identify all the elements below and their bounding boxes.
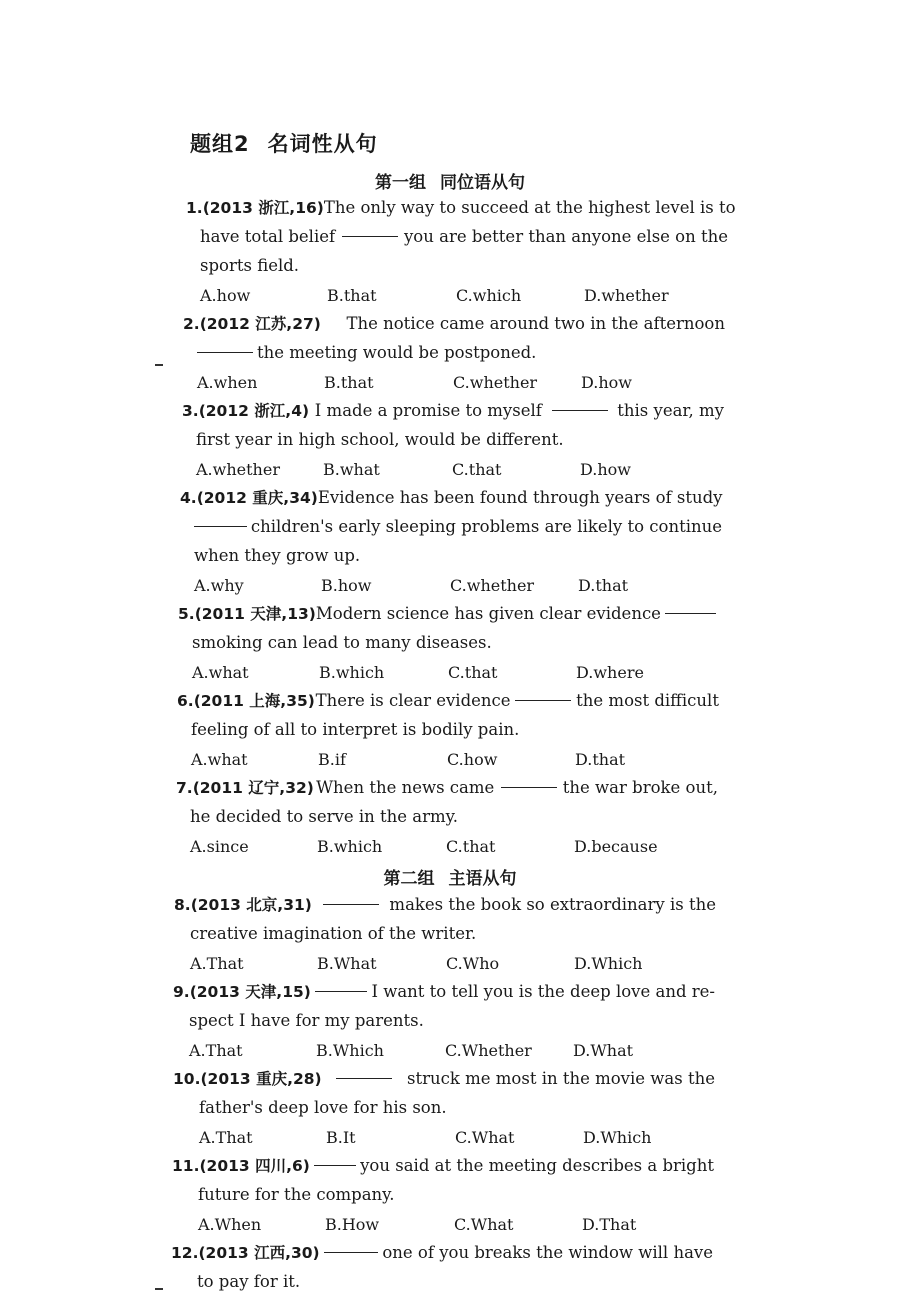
question-1: 1.(2013 浙江,16) The only way to succeed at the highest level is to have total belief you are better than anyone else on the sports field. A.how B.that C.which D.whether [186, 193, 728, 309]
margin-tick-mark [155, 364, 163, 366]
option-b[interactable]: B.what [323, 460, 380, 479]
option-d[interactable]: D.whether [584, 286, 669, 305]
option-a[interactable]: A.That [189, 1041, 243, 1060]
option-b[interactable]: B.that [324, 373, 374, 392]
options-row [196, 281, 728, 309]
option-d[interactable]: D.Which [574, 954, 643, 973]
answer-blank [552, 396, 608, 411]
option-c[interactable]: C.What [455, 1128, 515, 1147]
option-d[interactable]: D.What [573, 1041, 634, 1060]
answer-blank [501, 773, 557, 788]
option-b[interactable]: B.that [327, 286, 377, 305]
margin-tick-mark [155, 1288, 163, 1290]
section-title-subject: 第二组 主语从句 [383, 869, 517, 889]
option-b[interactable]: B.It [326, 1128, 356, 1147]
option-c[interactable]: C.that [448, 663, 498, 682]
option-a[interactable]: A.since [190, 837, 249, 856]
question-3: 3.(2012 浙江,4) I made a promise to myself this year, my first year in high school, would be different. A.whether B.what C.that D.how [182, 396, 724, 483]
options-row [195, 1123, 715, 1151]
option-a[interactable]: A.what [191, 750, 248, 769]
option-d[interactable]: D.that [575, 750, 626, 769]
option-d[interactable]: D.where [576, 663, 644, 682]
option-c[interactable]: C.which [456, 286, 522, 305]
option-c[interactable]: C.that [452, 460, 502, 479]
option-b[interactable]: B.What [317, 954, 377, 973]
question-2: 2.(2012 江苏,27) The notice came around two in the afternoon the meeting would be postponed. A.when B.that C.whether D.how [183, 309, 725, 396]
option-d[interactable]: D.how [580, 460, 631, 479]
question-4: 4.(2012 重庆,34) Evidence has been found through years of study children's early sleeping problems are likely to continue when they grow up. A.why B.how C.whether D.that [180, 483, 722, 599]
question-8: 8.(2013 北京,31) makes the book so extraordinary is the creative imagination of the writer. A.That B.What C.Who D.Which [174, 890, 716, 977]
option-a[interactable]: A.That [199, 1128, 253, 1147]
options-row [186, 832, 718, 860]
option-b[interactable]: B.How [325, 1215, 380, 1234]
options-row [187, 745, 719, 773]
options-row [194, 1210, 714, 1238]
option-c[interactable]: C.What [454, 1215, 514, 1234]
options-row [188, 658, 720, 686]
option-c[interactable]: C.whether [453, 373, 538, 392]
option-d[interactable]: D.That [582, 1215, 637, 1234]
option-b[interactable]: B.how [321, 576, 372, 595]
option-a[interactable]: A.why [194, 576, 244, 595]
answer-blank [323, 890, 379, 905]
section-title-appositive: 第一组 同位语从句 [375, 173, 525, 193]
option-a[interactable]: A.That [190, 954, 244, 973]
option-d[interactable]: D.Which [583, 1128, 652, 1147]
options-row [192, 455, 724, 483]
option-d[interactable]: D.because [574, 837, 658, 856]
option-a[interactable]: A.When [198, 1215, 262, 1234]
question-5: 5.(2011 天津,13) Modern science has given clear evidence smoking can lead to many diseases. A.what B.which C.that D.where [178, 599, 720, 686]
option-b[interactable]: B.which [317, 837, 383, 856]
option-a[interactable]: A.how [200, 286, 251, 305]
answer-blank [336, 1064, 392, 1079]
page-title-topic: 名词性从句 [267, 132, 378, 156]
option-b[interactable]: B.which [319, 663, 385, 682]
option-c[interactable]: C.whether [450, 576, 535, 595]
answer-blank [342, 222, 398, 237]
answer-blank [324, 1238, 379, 1253]
option-a[interactable]: A.when [197, 373, 258, 392]
answer-blank [315, 977, 368, 992]
options-row [193, 368, 725, 396]
page-title [190, 128, 378, 158]
answer-blank [515, 686, 571, 701]
option-a[interactable]: A.what [192, 663, 249, 682]
question-7: 7.(2011 辽宁,32) When the news came the war broke out, he decided to serve in the army. A.since B.which C.that D.because [176, 773, 718, 860]
answer-blank [194, 512, 247, 527]
options-row [190, 571, 722, 599]
option-a[interactable]: A.whether [196, 460, 280, 479]
options-row [185, 1036, 715, 1064]
option-c[interactable]: C.how [447, 750, 498, 769]
options-row [186, 949, 716, 977]
page-title-group: 题组2 [190, 132, 250, 156]
option-b[interactable]: B.if [318, 750, 346, 769]
question-9: 9.(2013 天津,15) I want to tell you is the deep love and re- spect I have for my parents. A.That B.Which C.Whether D.What [173, 977, 715, 1064]
option-c[interactable]: C.that [446, 837, 496, 856]
option-d[interactable]: D.that [578, 576, 629, 595]
option-b[interactable]: B.Which [316, 1041, 384, 1060]
answer-blank [665, 599, 716, 614]
option-c[interactable]: C.Whether [445, 1041, 532, 1060]
option-d[interactable]: D.how [581, 373, 632, 392]
question-12: 12.(2013 江西,30) one of you breaks the window will have to pay for it. [171, 1238, 713, 1296]
answer-blank [197, 338, 253, 353]
question-10: 10.(2013 重庆,28) struck me most in the movie was the father's deep love for his son. A.That B.It C.What D.Which [173, 1064, 715, 1151]
option-c[interactable]: C.Who [446, 954, 500, 973]
question-6: 6.(2011 上海,35) There is clear evidence the most difficult feeling of all to interpret is bodily pain. A.what B.if C.how D.that [177, 686, 719, 773]
question-11: 11.(2013 四川,6) you said at the meeting describes a bright future for the company. A.When B.How C.What D.That [172, 1151, 714, 1238]
answer-blank [314, 1151, 356, 1166]
